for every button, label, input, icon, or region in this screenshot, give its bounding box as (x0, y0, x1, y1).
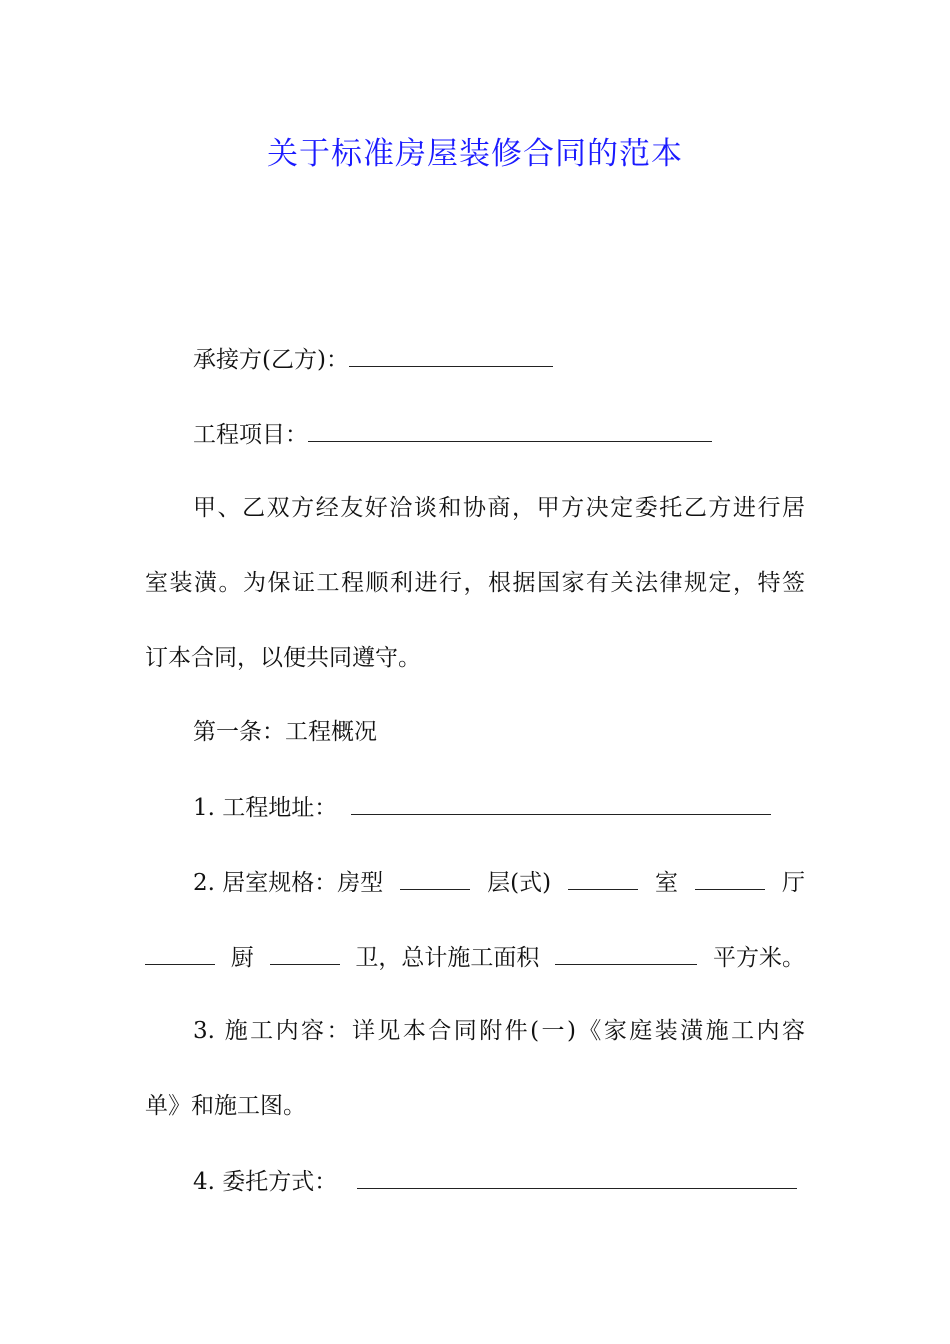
floor-blank (568, 867, 638, 890)
item4-label: 4. 委托方式： (193, 1169, 338, 1195)
hall-label: 厅 (781, 870, 805, 896)
item2-label: 2. 居室规格：房型 (193, 870, 384, 896)
kitchen-blank (270, 942, 340, 965)
project-label: 工程项目： (193, 422, 308, 448)
item1-label: 1. 工程地址： (193, 795, 338, 821)
intro-line-2: 室装潢。为保证工程顺利进行，根据国家有关法律规定，特签 (145, 570, 805, 596)
commission-blank (357, 1166, 797, 1189)
contractor-blank (349, 344, 553, 367)
document-title: 关于标准房屋装修合同的范本 (267, 136, 683, 172)
room-label: 室 (655, 870, 679, 896)
contractor-label: 承接方(乙方)： (193, 347, 349, 373)
kitchen-label: 厨 (230, 945, 254, 971)
intro-line-1: 甲、乙双方经友好洽谈和协商，甲方决定委托乙方进行居 (193, 495, 805, 521)
project-line (193, 419, 805, 450)
article1-heading: 第一条：工程概况 (193, 719, 377, 745)
floor-label: 层(式) (487, 870, 552, 896)
contractor-line (193, 344, 805, 375)
area-blank (555, 942, 697, 965)
unit-label: 平方米。 (712, 945, 805, 971)
item3-line-1: 3. 施工内容：详见本合同附件(一)《家庭装潢施工内容 (193, 1018, 805, 1044)
room-blank (695, 867, 765, 890)
layout-blank (400, 867, 470, 890)
bath-label: 卫，总计施工面积 (355, 945, 540, 971)
item2-line-1 (193, 867, 805, 898)
address-blank (351, 792, 771, 815)
item2-line-2 (145, 942, 805, 973)
project-blank (308, 419, 712, 442)
item3-line-2: 单》和施工图。 (145, 1093, 306, 1119)
item4-line (193, 1166, 805, 1197)
intro-line-3: 订本合同，以便共同遵守。 (145, 645, 421, 671)
item1-line (193, 792, 805, 823)
hall-blank (145, 942, 215, 965)
